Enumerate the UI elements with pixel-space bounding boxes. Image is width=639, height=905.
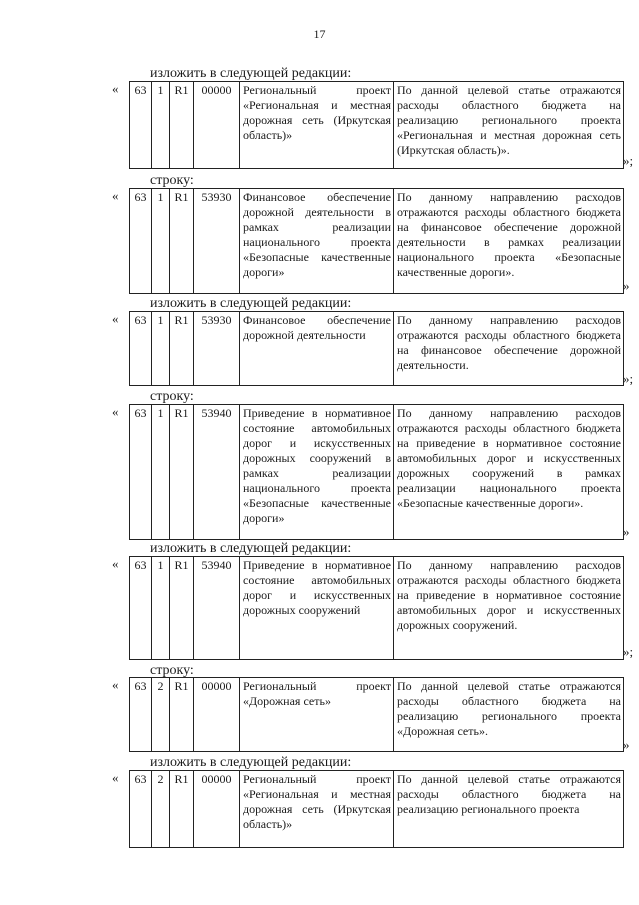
code-program-cell: 63 <box>130 405 152 540</box>
name-cell: Приведение в нормативное состояние автомобильных дорог и искусственных дорожных сооружений в рамках реализации национального проекта «Безопасные качественные дороги» <box>240 405 394 540</box>
opening-quote: « <box>112 770 119 785</box>
page-number: 17 <box>313 27 326 41</box>
description-cell: По данному направлению расходов отражаются расходы областного бюджета на приведение в нормативное состояние автомобильных дорог и искусственных дорожных сооружений в рамках реализации национального проекта «Безопасные качественные дороги». <box>394 405 624 540</box>
code-subprogram-cell: 1 <box>152 312 170 386</box>
description-cell: По данной целевой статье отражаются расходы областного бюджета на реализацию регионального проекта «Региональная и местная дорожная сеть (Иркутская область)». <box>394 82 624 169</box>
code-row-table <box>129 81 624 169</box>
opening-quote: « <box>112 556 119 571</box>
name-cell: Финансовое обеспечение дорожной деятельности <box>240 312 394 386</box>
code-project-cell: R1 <box>170 189 194 294</box>
instruction-label: строку: <box>150 389 194 404</box>
name-cell: Региональный проект «Региональная и местная дорожная сеть (Иркутская область)» <box>240 82 394 169</box>
code-project-cell: R1 <box>170 557 194 660</box>
closing-quote: »; <box>623 371 634 386</box>
code-row-table <box>129 770 624 848</box>
closing-quote: » <box>623 524 630 539</box>
closing-quote: »; <box>623 153 634 168</box>
code-program-cell: 63 <box>130 189 152 294</box>
code-entry-block <box>112 188 636 294</box>
code-row-table <box>129 556 624 660</box>
code-direction-cell: 00000 <box>194 678 240 752</box>
code-entry-block <box>112 81 636 169</box>
code-program-cell: 63 <box>130 678 152 752</box>
instruction-label: строку: <box>150 173 194 188</box>
code-entry-block <box>112 556 636 660</box>
code-entry-block <box>112 404 636 540</box>
code-entry-block <box>112 677 636 752</box>
table-row <box>130 405 624 540</box>
code-program-cell: 63 <box>130 557 152 660</box>
table-row <box>130 771 624 848</box>
code-row-table <box>129 404 624 540</box>
opening-quote: « <box>112 677 119 692</box>
code-project-cell: R1 <box>170 771 194 848</box>
closing-quote: » <box>623 278 630 293</box>
description-cell: По данному направлению расходов отражаются расходы областного бюджета на приведение в нормативное состояние автомобильных дорог и искусственных дорожных сооружений. <box>394 557 624 660</box>
instruction-label: изложить в следующей редакции: <box>150 66 352 81</box>
code-row-table <box>129 311 624 386</box>
opening-quote: « <box>112 311 119 326</box>
code-row-table <box>129 677 624 752</box>
table-row <box>130 312 624 386</box>
code-project-cell: R1 <box>170 312 194 386</box>
table-row <box>130 678 624 752</box>
code-project-cell: R1 <box>170 82 194 169</box>
code-direction-cell: 53930 <box>194 312 240 386</box>
table-row <box>130 189 624 294</box>
code-direction-cell: 00000 <box>194 82 240 169</box>
code-subprogram-cell: 1 <box>152 189 170 294</box>
table-row <box>130 557 624 660</box>
instruction-label: изложить в следующей редакции: <box>150 296 352 311</box>
description-cell: По данному направлению расходов отражаются расходы областного бюджета на финансовое обеспечение дорожной деятельности в рамках реализации национального проекта «Безопасные качественные дороги». <box>394 189 624 294</box>
closing-quote: »; <box>623 644 634 659</box>
instruction-label: изложить в следующей редакции: <box>150 755 352 770</box>
code-subprogram-cell: 1 <box>152 557 170 660</box>
code-program-cell: 63 <box>130 312 152 386</box>
code-subprogram-cell: 2 <box>152 771 170 848</box>
description-cell: По данному направлению расходов отражаются расходы областного бюджета на финансовое обеспечение дорожной деятельности. <box>394 312 624 386</box>
code-entry-block <box>112 311 636 386</box>
code-entry-block <box>112 770 636 848</box>
opening-quote: « <box>112 81 119 96</box>
code-program-cell: 63 <box>130 82 152 169</box>
closing-quote: » <box>623 737 630 752</box>
code-subprogram-cell: 1 <box>152 405 170 540</box>
name-cell: Региональный проект «Региональная и местная дорожная сеть (Иркутская область)» <box>240 771 394 848</box>
code-direction-cell: 53940 <box>194 557 240 660</box>
code-direction-cell: 00000 <box>194 771 240 848</box>
instruction-label: строку: <box>150 663 194 678</box>
code-direction-cell: 53940 <box>194 405 240 540</box>
description-cell: По данной целевой статье отражаются расходы областного бюджета на реализацию регионального проекта <box>394 771 624 848</box>
description-cell: По данной целевой статье отражаются расходы областного бюджета на реализацию регионального проекта «Дорожная сеть». <box>394 678 624 752</box>
code-subprogram-cell: 1 <box>152 82 170 169</box>
code-project-cell: R1 <box>170 405 194 540</box>
table-row <box>130 82 624 169</box>
name-cell: Финансовое обеспечение дорожной деятельности в рамках реализации национального проекта «Безопасные качественные дороги» <box>240 189 394 294</box>
instruction-label: изложить в следующей редакции: <box>150 541 352 556</box>
code-row-table <box>129 188 624 294</box>
opening-quote: « <box>112 188 119 203</box>
code-direction-cell: 53930 <box>194 189 240 294</box>
name-cell: Приведение в нормативное состояние автомобильных дорог и искусственных дорожных сооружений <box>240 557 394 660</box>
opening-quote: « <box>112 404 119 419</box>
code-subprogram-cell: 2 <box>152 678 170 752</box>
code-program-cell: 63 <box>130 771 152 848</box>
code-project-cell: R1 <box>170 678 194 752</box>
name-cell: Региональный проект «Дорожная сеть» <box>240 678 394 752</box>
